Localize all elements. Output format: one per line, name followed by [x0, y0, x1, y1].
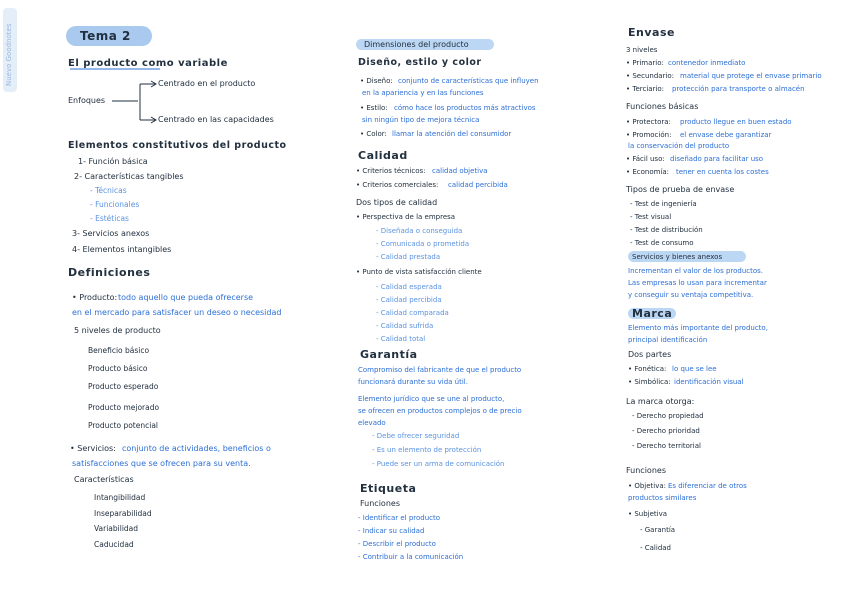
caracteristica-item: Intangibilidad	[94, 493, 146, 502]
fonetica-label: • Fonética:	[628, 365, 667, 373]
funcion-item: - Indicar su calidad	[358, 527, 425, 535]
cliente-item: - Calidad total	[376, 335, 426, 343]
garantia-title: Garantía	[360, 348, 418, 361]
empresa-item: - Calidad prestada	[376, 253, 441, 261]
servicios-anexos-text: Incrementan el valor de los productos.	[628, 267, 764, 275]
elemento-subitem: - Funcionales	[90, 200, 140, 209]
subjetiva-label: • Subjetiva	[628, 510, 668, 518]
cliente-item: - Calidad percibida	[376, 296, 442, 304]
subjetiva-item: - Garantía	[640, 526, 676, 534]
elemento-subitem: - Técnicas	[90, 186, 127, 195]
servicios-anexos-text: Las empresas lo usan para incrementar	[628, 279, 767, 287]
fonetica: lo que se lee	[672, 365, 717, 373]
estilo-def: cómo hace los productos más atractivos	[394, 104, 536, 112]
garantia-text: funcionará durante su vida útil.	[358, 378, 468, 386]
empresa-label: • Perspectiva de la empresa	[356, 213, 456, 221]
nivel-item: Beneficio básico	[88, 346, 150, 355]
producto-def: todo aquello que pueda ofrecerse	[118, 293, 254, 302]
color-label: • Color:	[360, 130, 387, 138]
terciario: protección para transporte o almacén	[672, 85, 805, 93]
objetiva: productos similares	[628, 494, 697, 502]
nivel-item: Producto potencial	[88, 421, 158, 430]
niveles-title: 5 niveles de producto	[74, 326, 161, 335]
prueba-item: - Test de ingeniería	[630, 200, 697, 208]
caracteristica-item: Caducidad	[94, 540, 134, 549]
garantia-text: se ofrecen en productos complejos o de precio	[358, 407, 522, 415]
funciones-marca-title: Funciones	[626, 466, 666, 475]
elemento-item: 3- Servicios anexos	[72, 229, 150, 238]
prueba-item: - Test de distribución	[630, 226, 703, 234]
primario: contenedor inmediato	[668, 59, 746, 67]
enfoques-label: Enfoques	[68, 96, 106, 105]
diseno-label: • Diseño:	[360, 77, 393, 85]
cliente-item: - Calidad comparada	[376, 309, 449, 317]
cal-comerciales-label: • Criterios comerciales:	[356, 181, 439, 189]
facil: diseñado para facilitar uso	[670, 155, 764, 163]
elemento-subitem: - Estéticas	[90, 214, 129, 223]
tipos-title: Dos tipos de calidad	[356, 198, 438, 207]
estilo-def: sin ningún tipo de mejora técnica	[362, 116, 480, 124]
funcion-item: - Identificar el producto	[358, 514, 441, 522]
garantia-item: - Puede ser un arma de comunicación	[372, 460, 505, 468]
protectora: producto llegue en buen estado	[680, 118, 792, 126]
garantia-text: Compromiso del fabricante de que el producto	[358, 366, 522, 374]
otorga-item: - Derecho territorial	[632, 442, 701, 450]
terciario-label: • Terciario:	[626, 85, 665, 93]
empresa-item: - Diseñada o conseguida	[376, 227, 463, 235]
cal-comerciales: calidad percibida	[448, 181, 508, 189]
cliente-item: - Calidad sufrida	[376, 322, 434, 330]
garantia-text: Elemento jurídico que se une al producto,	[358, 395, 505, 403]
funcion-item: - Contribuir a la comunicación	[358, 553, 464, 561]
cliente-item: - Calidad esperada	[376, 283, 442, 291]
caracteristicas-title: Características	[74, 475, 134, 484]
funciones-basicas-title: Funciones básicas	[626, 102, 699, 111]
enfoque-capacidades: Centrado en las capacidades	[158, 115, 274, 124]
elemento-item: 1- Función básica	[78, 157, 148, 166]
diseno-def: en la apariencia y en las funciones	[362, 89, 484, 97]
enfoque-producto: Centrado en el producto	[158, 79, 256, 88]
diseno-title: Diseño, estilo y color	[358, 57, 482, 68]
elemento-item: 4- Elementos intangibles	[72, 245, 172, 254]
otorga-title: La marca otorga:	[626, 397, 695, 406]
marca-title: Marca	[632, 307, 673, 320]
envase-niveles: 3 niveles	[626, 46, 658, 54]
pruebas-title: Tipos de prueba de envase	[626, 185, 735, 194]
nivel-item: Producto esperado	[88, 382, 159, 391]
nivel-item: Producto mejorado	[88, 403, 160, 412]
prueba-item: - Test visual	[630, 213, 672, 221]
color-def: llamar la atención del consumidor	[392, 130, 512, 138]
simbolica-label: • Simbólica:	[628, 378, 671, 386]
garantia-item: - Debe ofrecer seguridad	[372, 432, 460, 440]
promocion: el envase debe garantizar	[680, 131, 772, 139]
cal-tecnicos-label: • Criterios técnicos:	[356, 167, 426, 175]
caracteristica-item: Inseparabilidad	[94, 509, 152, 518]
secundario: material que protege el envase primario	[680, 72, 822, 80]
etiqueta-title: Etiqueta	[360, 482, 417, 495]
elemento-item: 2- Características tangibles	[74, 172, 184, 181]
promocion: la conservación del producto	[628, 142, 730, 150]
cal-tecnicos: calidad objetiva	[432, 167, 488, 175]
economia-label: • Economía:	[626, 168, 670, 176]
otorga-item: - Derecho prioridad	[632, 427, 700, 435]
garantia-text: elevado	[358, 419, 386, 427]
envase-title: Envase	[628, 26, 675, 39]
side-tag-label: Nuevo Goodnotes	[5, 23, 13, 86]
marca-text: Elemento más importante del producto,	[628, 324, 768, 332]
producto-heading: El producto como variable	[68, 58, 228, 69]
elementos-title: Elementos constitutivos del producto	[68, 140, 287, 151]
servicios-label: • Servicios:	[70, 444, 116, 453]
simbolica: identificación visual	[674, 378, 744, 386]
servicios-anexos-title: Servicios y bienes anexos	[632, 253, 723, 261]
producto-label: • Producto:	[72, 293, 118, 302]
objetiva-label: • Objetiva:	[628, 482, 667, 490]
partes-title: Dos partes	[628, 350, 672, 359]
funcion-item: - Describir el producto	[358, 540, 436, 548]
definiciones-title: Definiciones	[68, 266, 151, 279]
otorga-item: - Derecho propiedad	[632, 412, 704, 420]
economia: tener en cuenta los costes	[676, 168, 769, 176]
title-tema: Tema 2	[80, 29, 131, 43]
marca-text: principal identificación	[628, 336, 708, 344]
servicios-anexos-text: y conseguir su ventaja competitiva.	[628, 291, 754, 299]
dimensiones-title: Dimensiones del producto	[364, 40, 469, 49]
cliente-label: • Punto de vista satisfacción cliente	[356, 268, 482, 276]
caracteristica-item: Variabilidad	[94, 524, 139, 533]
calidad-title: Calidad	[358, 149, 408, 162]
secundario-label: • Secundario:	[626, 72, 675, 80]
facil-label: • Fácil uso:	[626, 155, 665, 163]
funciones-title: Funciones	[360, 499, 400, 508]
subjetiva-item: - Calidad	[640, 544, 671, 552]
prueba-item: - Test de consumo	[630, 239, 694, 247]
promocion-label: • Promoción:	[626, 131, 672, 139]
servicios-def: conjunto de actividades, beneficios o	[122, 444, 271, 453]
garantia-item: - Es un elemento de protección	[372, 446, 482, 454]
estilo-label: • Estilo:	[360, 104, 388, 112]
producto-def: en el mercado para satisfacer un deseo o necesidad	[72, 308, 282, 317]
empresa-item: - Comunicada o prometida	[376, 240, 470, 248]
primario-label: • Primario:	[626, 59, 664, 67]
protectora-label: • Protectora:	[626, 118, 671, 126]
nivel-item: Producto básico	[88, 364, 148, 373]
objetiva: Es diferenciar de otros	[668, 482, 747, 490]
diseno-def: conjunto de características que influyen	[398, 77, 539, 85]
servicios-def: satisfacciones que se ofrecen para su venta.	[72, 459, 251, 468]
